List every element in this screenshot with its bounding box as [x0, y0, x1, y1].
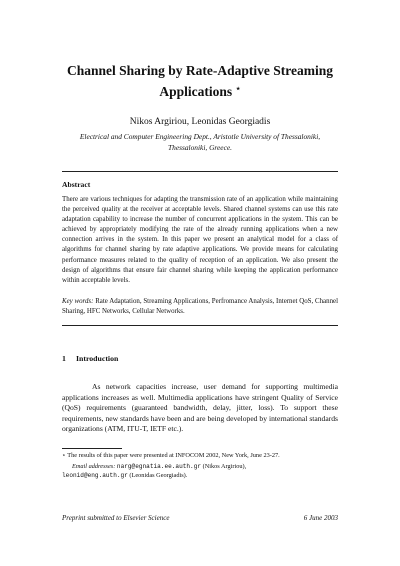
section-heading	[62, 354, 118, 364]
preprint-note: Preprint submitted to Elsevier Science	[62, 514, 170, 522]
email-1-link[interactable]: narg@egnatia.ee.auth.gr	[116, 462, 202, 470]
abstract-bottom-rule	[62, 325, 338, 326]
abstract-top-rule	[62, 171, 338, 172]
abstract-text: There are various techniques for adapting the transmission rate of an application while maintaining the perceived quality at the receiver at acceptable levels. Shared channel systems can use this rate adaptation capability to increase the number of concurrent applications in the system. This can be achieved by appropriately modifying the rate of the already running applications when a new connection arrives in the system. In this paper we present an analytical model for a class of algorithms for channel sharing by rate adaptive applications. We provide means for calculating performance measures related to the quality of reception of an application. We also present the design of algorithms that ensure fair channel sharing while keeping the application performance within acceptable levels.	[62, 196, 338, 284]
footnote-note	[62, 451, 338, 462]
email-label: Email addresses:	[72, 462, 116, 470]
footnote-marker: ⋆	[62, 453, 66, 459]
section-number: 1	[62, 354, 66, 363]
abstract-heading: Abstract	[62, 180, 91, 189]
title-line-1: Channel Sharing by Rate-Adaptive Streaming	[66, 63, 334, 78]
affiliation	[50, 131, 350, 153]
section-title: Introduction	[76, 354, 119, 363]
title-line-2-text: Applications	[159, 84, 233, 99]
email-1-name: (Nikos Argiriou),	[202, 462, 247, 470]
title-line-2	[40, 80, 360, 101]
footnote-emails-2	[62, 471, 338, 481]
keywords-label: Key words:	[62, 298, 94, 305]
footnote-text: The results of this paper were presented at INFOCOM 2002, New York, June 23-27.	[67, 452, 280, 459]
keywords-text: Rate Adaptation, Streaming Applications, Perfromance Analysis, Internet QoS, Channel Sharing, HFC Networks, Cellular Networks.	[62, 298, 338, 316]
keywords	[62, 297, 338, 317]
title-footnote-marker: ⋆	[235, 84, 241, 93]
footnote-rule	[62, 448, 122, 449]
intro-paragraph: As network capacities increase, user demand for supporting multimedia applications increases as well. Multimedia applications have stringent Quality of Service (QoS) requirements (guaranteed bandwidth, delay, jitter, loss). To support these requirements, new standards have been and are being developed by international standards organizations (ATM, ITU-T, IETF etc.).	[62, 382, 338, 434]
paper-title	[40, 62, 360, 101]
affiliation-line-1: Electrical and Computer Engineering Dept., Aristotle University of Thessaloniki,	[79, 132, 321, 141]
email-2-link[interactable]: leonid@eng.auth.gr	[62, 472, 128, 480]
preprint-date: 6 June 2003	[303, 514, 338, 522]
footnote	[62, 451, 338, 481]
author-list: Nikos Argiriou, Leonidas Georgiadis	[129, 117, 271, 127]
email-2-name: (Leonidas Georgiadis).	[129, 472, 188, 480]
affiliation-line-2: Thessaloniki, Greece.	[168, 143, 232, 152]
footnote-emails	[62, 462, 338, 472]
